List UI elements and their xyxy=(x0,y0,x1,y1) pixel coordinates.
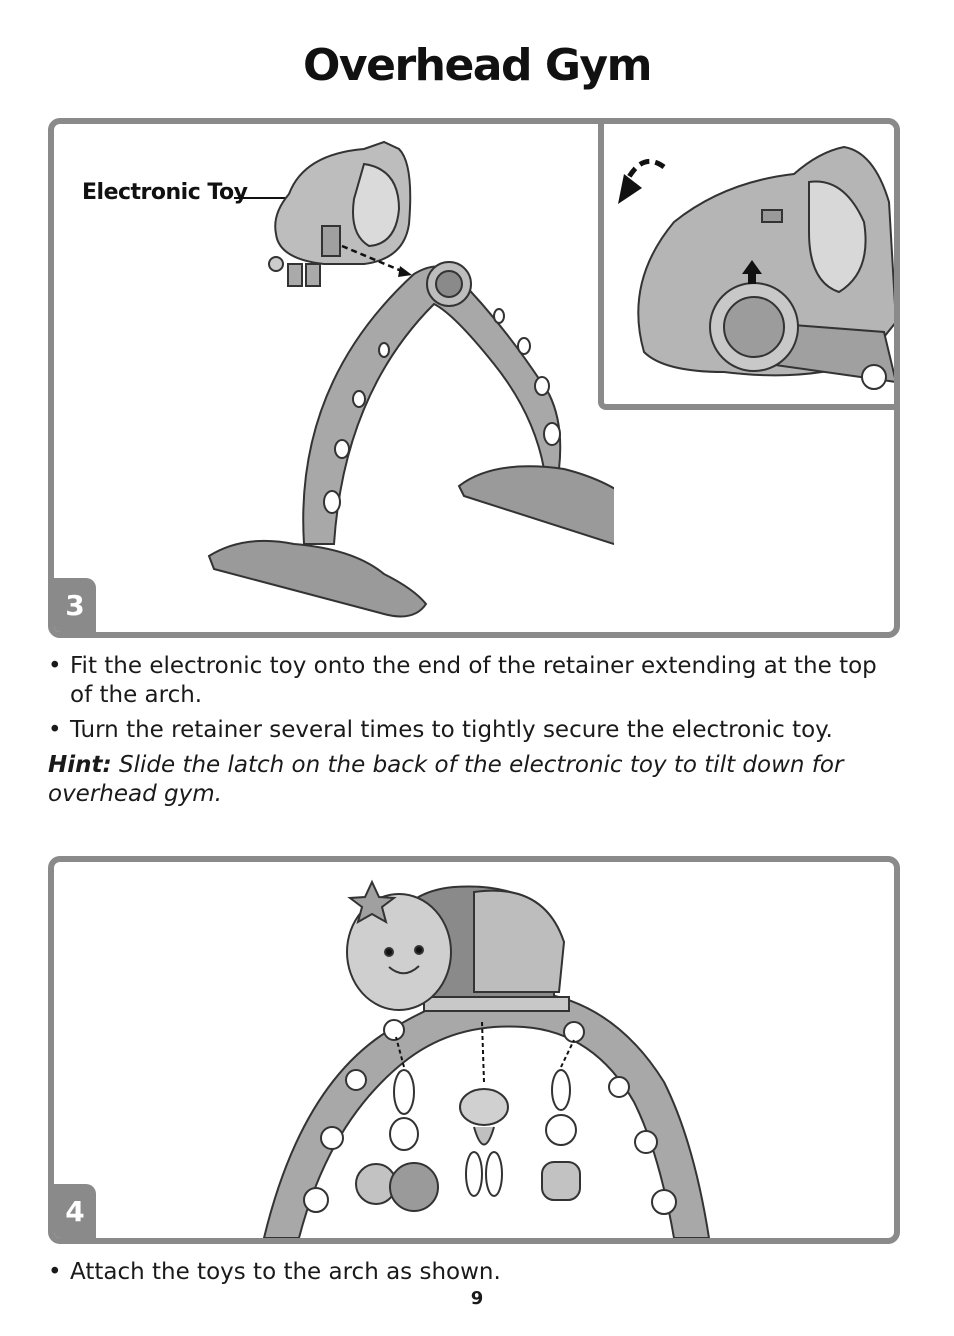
hint-text xyxy=(48,751,898,809)
bullet-dot: • xyxy=(48,717,62,743)
latch-detail-inset xyxy=(598,122,896,410)
step-3-panel xyxy=(48,118,900,638)
page-title: Overhead Gym xyxy=(303,40,651,91)
arch-assembly-illustration xyxy=(54,124,614,634)
instruction-bullet xyxy=(48,716,898,745)
step-4-badge: 4 xyxy=(54,1184,96,1238)
instruction-bullet xyxy=(48,1258,898,1287)
electronic-toy-label: Electronic Toy xyxy=(82,180,248,205)
bullet-dot: • xyxy=(48,653,62,679)
bullet-dot: • xyxy=(48,1259,62,1285)
page-number: 9 xyxy=(470,1288,484,1309)
arch-frame xyxy=(209,262,614,616)
step-4-panel xyxy=(48,856,900,1244)
instruction-text: Turn the retainer several times to tightly secure the electronic toy. xyxy=(70,717,833,743)
latch-detail-illustration xyxy=(604,122,896,404)
step-3-instructions xyxy=(48,652,898,809)
hint-body: Slide the latch on the back of the electronic toy to tilt down for overhead gym. xyxy=(48,752,844,807)
instruction-text: Attach the toys to the arch as shown. xyxy=(70,1259,501,1285)
instruction-bullet xyxy=(48,652,898,710)
toys-attachment-illustration xyxy=(54,862,894,1238)
step-3-badge: 3 xyxy=(54,578,96,632)
instruction-text: Fit the electronic toy onto the end of the retainer extending at the top of the arch. xyxy=(70,653,877,708)
hint-label: Hint: xyxy=(48,752,112,778)
